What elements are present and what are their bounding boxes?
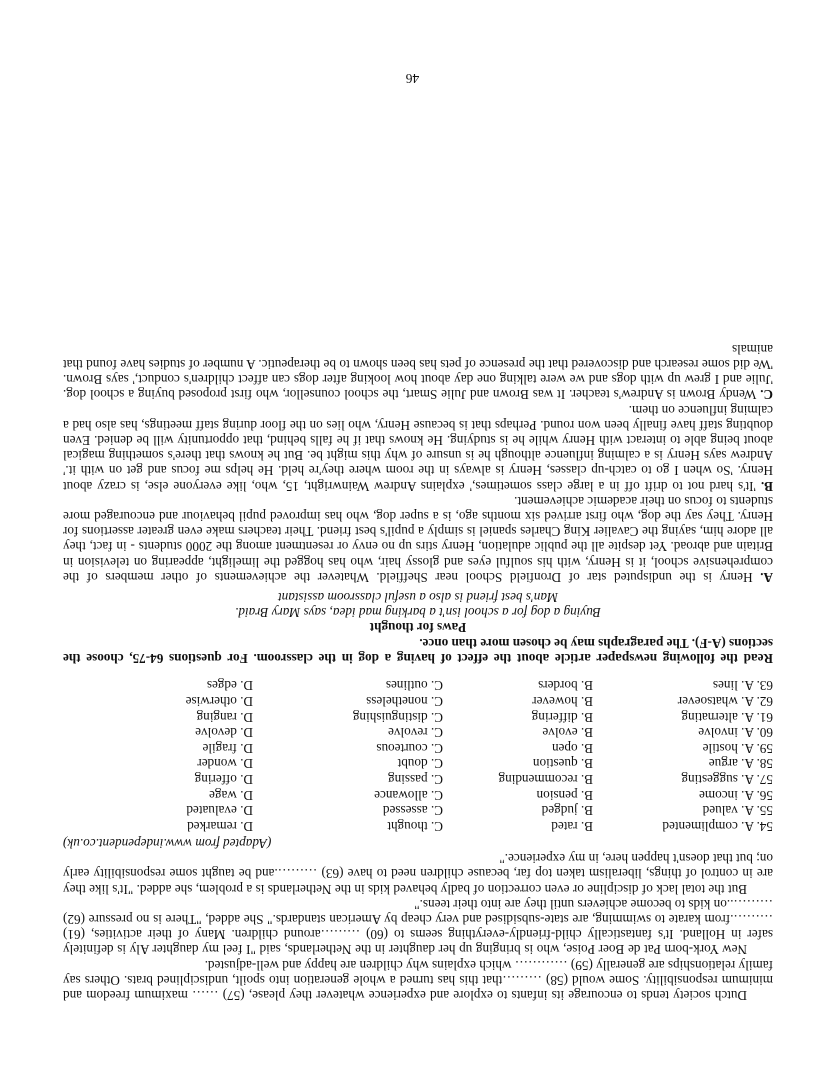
article-subtitle-2: Man's best friend is also a useful classroom assistant [278, 590, 559, 606]
option-b: B. question [532, 756, 593, 772]
option-c: C. passing [388, 771, 443, 787]
option-d: D. evaluated [186, 803, 253, 819]
article-section-c [63, 342, 773, 403]
option-c: C. courteous [376, 740, 443, 756]
option-b: B. however [532, 694, 593, 710]
option-c: C. doubt [397, 756, 443, 772]
option-row [63, 787, 773, 803]
option-c: C. outlines [385, 678, 443, 694]
section-letter: C. [756, 387, 773, 403]
option-c: C. thought [387, 818, 443, 834]
article-subtitle-1: Buying a dog for a school isn't a barking mad idea, says Mary Braid. [235, 605, 601, 621]
source-note: (Adapted from www.independent.co.uk) [63, 835, 272, 851]
article-section-a [63, 494, 773, 585]
option-b: B. open [551, 740, 593, 756]
text-column [63, 342, 773, 1003]
option-b: B. rated [551, 818, 593, 834]
option-row [63, 818, 773, 834]
option-row [63, 803, 773, 819]
option-d: D. edges [206, 678, 253, 694]
option-d: D. fragile [202, 740, 253, 756]
dutch-paragraph-1: Dutch society tends to encourage its infants to explore and experience whatever they please, (57) …… maximum freedom and minimum responsibility. Some would (58) ………that this has turned a whole generation into spoilt, undisciplined brats. Others say family relationships are generally (59) ………… which explains why children are happy and well-adjusted. [63, 957, 773, 1003]
option-row [63, 693, 773, 709]
option-a: 61. A. alternating [681, 709, 773, 725]
option-c: C. revolve [388, 725, 443, 741]
option-a: 62. A. whatsoever [677, 694, 773, 710]
option-c: C. distinguishing [352, 709, 443, 725]
option-b: B. borders [538, 678, 593, 694]
options-table [63, 678, 773, 834]
option-a: 56. A. income [699, 787, 773, 803]
option-d: D. remarked [187, 818, 253, 834]
option-b: B. recommending [498, 771, 593, 787]
option-a: 58. A. argue [708, 756, 773, 772]
option-a: 63. A. lines [712, 678, 773, 694]
option-b: B. differing [531, 709, 593, 725]
option-a: 60. A. involve [698, 725, 773, 741]
option-c: C. assessed [382, 803, 443, 819]
dutch-paragraph-3: But the total lack of discipline or even correction of badly behaved kids in the Netherlands is a problem, she added. "It's like they are in control of things, liberalism taken top far, because children need to have (63) ……….and be taught some responsibility early on; but that doesn't happen here, in my experience." [63, 851, 773, 897]
option-d: D. devolve [195, 725, 253, 741]
option-a: 54. A. complimented [662, 818, 773, 834]
option-b: B. pension [536, 787, 593, 803]
option-d: D. ranging [196, 709, 253, 725]
option-d: D. otherwise [185, 694, 253, 710]
section-instruction: Read the following newspaper article about the effect of having a dog in the classroom. For questions 64-75, choose the sections (A-F). The paragraphs may be chosen more than once. [63, 635, 773, 666]
section-text: Wendy Brown is Andrew's teacher. It was Brown and Julie Smart, the school counsellor, who first proposed buying a school dog. 'Julie and I grew up with dogs and we were talking one day about how looking after dogs can affect children's conduct,' says Brown. 'We did some research and discovered that the presence of pets has been shown to be therapeutic. A number of studies have found that animals [63, 341, 773, 403]
article-title: Paws for thought [369, 620, 467, 636]
dutch-paragraph-2: New York-born Pat de Boer Poise, who is bringing up her daughter in the Netherlands, said "I feel my daughter Aly is definitely safer in Holland. It's fantastically child-friendly-everything seems to (60) ………around children. Many of their activities, (61) ……….from karate to swimming, are state-subsidised and very cheap by American standards." She added, "There is no pressure (62) ………..on kids to become achievers until they are into their teens." [63, 896, 773, 958]
section-letter: B. [755, 478, 773, 494]
article-section-b [63, 402, 773, 493]
option-b: B. judged [541, 803, 593, 819]
option-row [63, 740, 773, 756]
option-a: 59. A. hostile [702, 740, 773, 756]
option-row [63, 756, 773, 772]
page-number: 46 [405, 71, 420, 86]
option-row [63, 709, 773, 725]
option-row [63, 771, 773, 787]
option-a: 57. A. suggesting [681, 771, 773, 787]
option-row [63, 725, 773, 741]
option-b: B. evolve [542, 725, 593, 741]
option-d: D. wage [209, 787, 253, 803]
section-text: Henry is the undisputed star of Dronfield School near Sheffield. Whatever the achievements of other members of the comprehensive school, it is Henry, with his soulful eyes and glossy hair, who has hogged the limelight, appearing on television in Britain and abroad. Yet despite all the public adulation, Henry stirs up no envy or resentment among the 2000 students - in fact, they all adore him, saying the Cavalier King Charles spaniel is simply a pupil's best friend. Their teachers make even greater assertions for Henry. They say the dog, who first arrived six months ago, is a super dog, who has improved pupil behaviour and encouraged more students to focus on their academic achievement. [63, 493, 773, 585]
section-text: 'It's hard not to drift off in a large class sometimes,' explains Andrew Wainwright, 15, who, like everyone else, is crazy about Henry. 'So when I go to catch-up classes, Henry is always in the room where they're held. He helps me focus and get on with it.' Andrew says Henry is a calming influence although he is unsure of why this might be. But he knows that there's something magical about being able to interact with Henry while he is studying. He knows that if he falls behind, that opportunity will be denied. Even doubting staff have finally been won round. Perhaps that is because Henry, who lies on the floor during staff meetings, has also had a calming influence on them. [63, 402, 773, 494]
section-letter: A. [752, 569, 773, 585]
option-d: D. wonder [197, 756, 253, 772]
option-c: C. allowance [374, 787, 443, 803]
option-d: D. offering [194, 771, 253, 787]
option-c: C. nonetheless [366, 694, 443, 710]
option-a: 55. A. valued [702, 803, 773, 819]
option-row [63, 678, 773, 694]
